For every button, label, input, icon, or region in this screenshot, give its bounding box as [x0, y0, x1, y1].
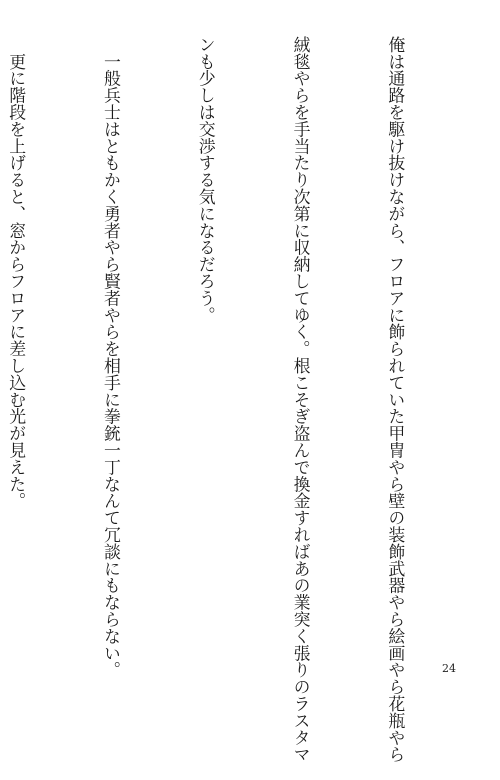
text-line: 一般兵士はともかく勇者やら賢者やらを相手に拳銃一丁なんて冗談にもならない。 — [101, 36, 122, 679]
page-number: 24 — [442, 662, 456, 675]
text-line: 俺は通路を駆け抜けながら、フロアに飾られていた甲冑やら壁の装飾武器やら絵画やら花瓶やら — [385, 36, 406, 763]
text-line: 絨毯やらを手当たり次第に収納してゆく。根こそぎ盗んで換金すればあの業突く張りのラスタマ — [291, 36, 312, 763]
text-line: ンも少しは交渉する気になるだろう。 — [196, 36, 217, 324]
text-line: 更に階段を上げると、窓からフロアに差し込む光が見えた。 — [6, 36, 27, 510]
